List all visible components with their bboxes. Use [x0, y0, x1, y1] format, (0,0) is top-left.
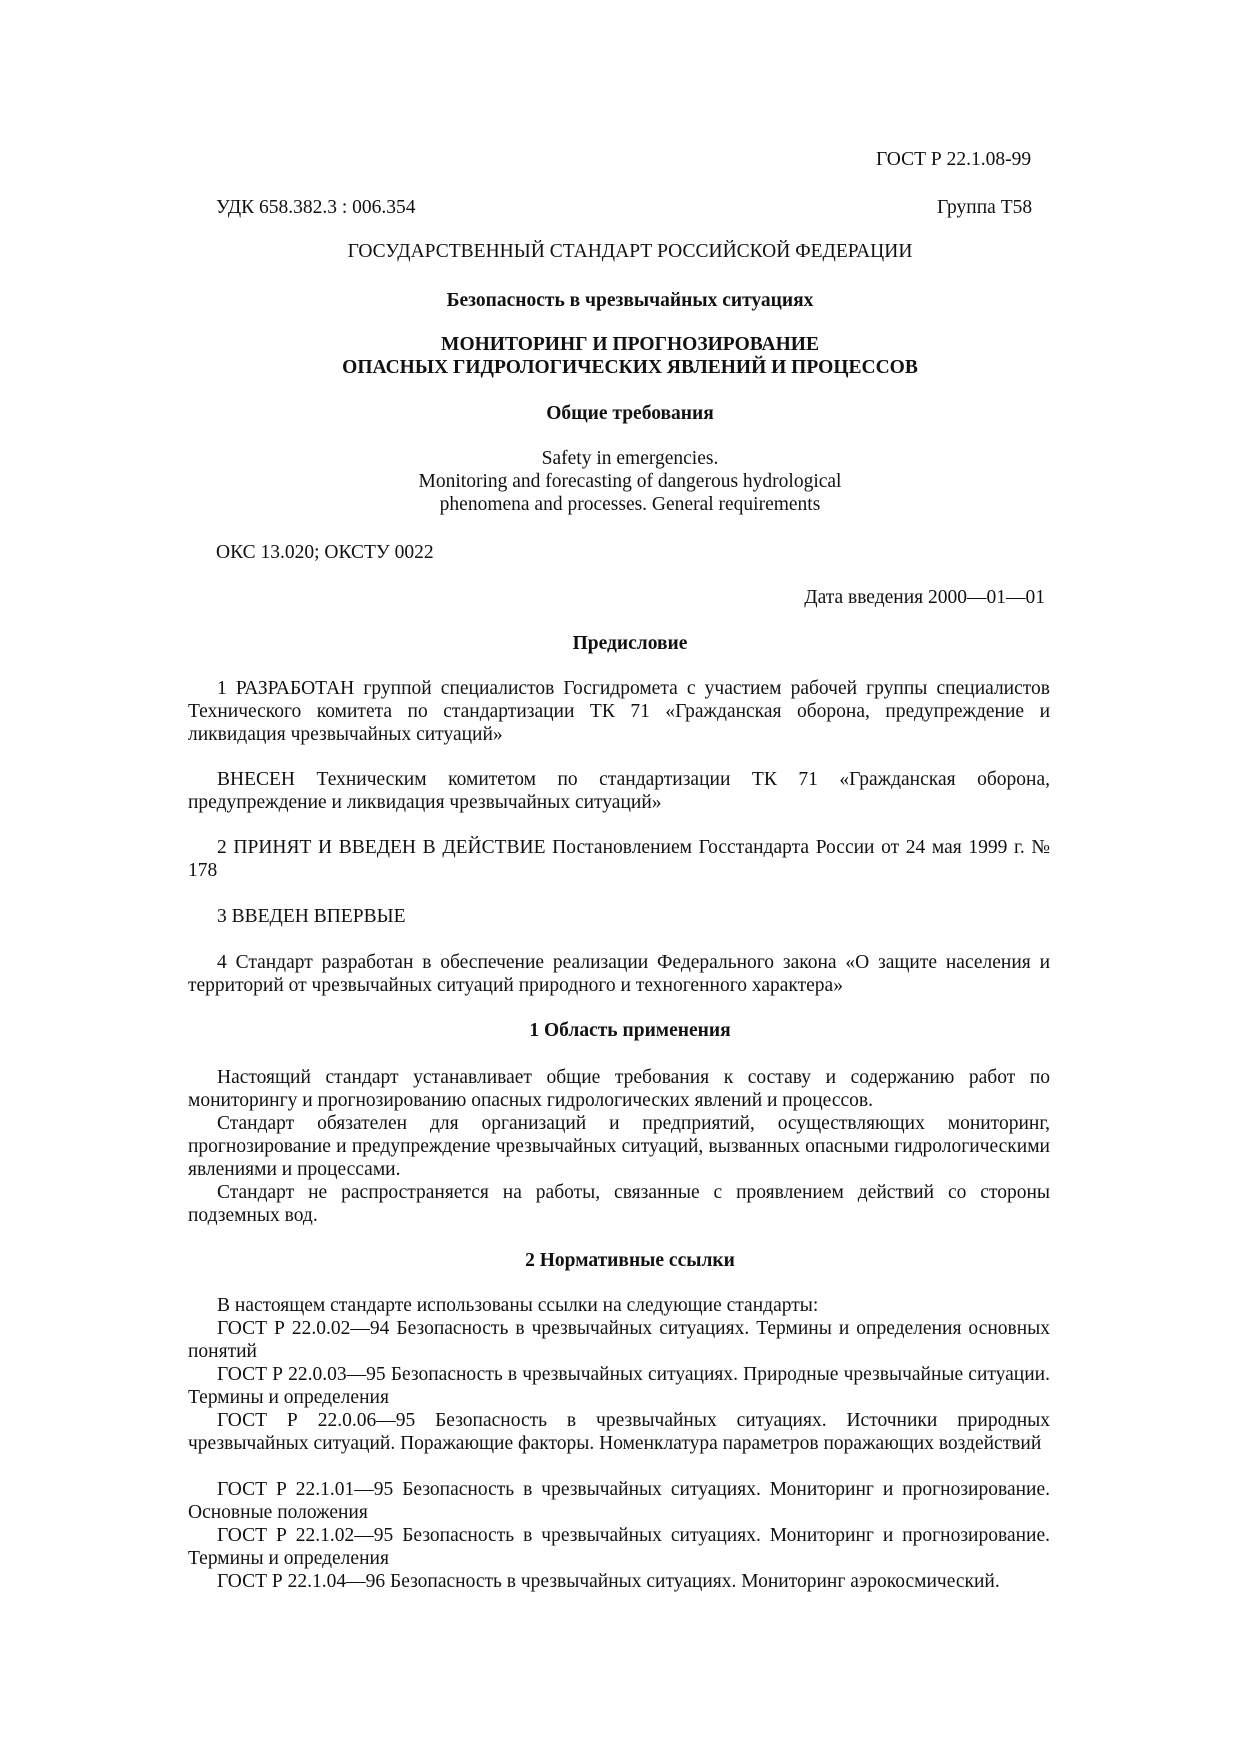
english-title-line3: phenomena and processes. General requirements: [439, 494, 821, 515]
oks-code: ОКС 13.020; ОКСТУ 0022: [216, 542, 434, 563]
main-title-line1: МОНИТОРИНГ И ПРОГНОЗИРОВАНИЕ: [441, 334, 819, 355]
section-1-paragraph-3: Стандарт не распространяется на работы, связанные с проявлением действий со стороны подземных вод.: [188, 1182, 1050, 1226]
foreword-paragraph-3: 2 ПРИНЯТ И ВВЕДЕН В ДЕЙСТВИЕ Постановлением Госстандарта России от 24 мая 1999 г. № 178: [188, 837, 1050, 881]
udk-code: УДК 658.382.3 : 006.354: [216, 197, 416, 218]
subtitle: Общие требования: [546, 403, 714, 424]
section-1-paragraph-2: Стандарт обязателен для организаций и предприятий, осуществляющих мониторинг, прогнозирование и предупреждение чрезвычайных ситуаций, вызванных опасными гидрологическими явлениями и процессами.: [188, 1113, 1050, 1180]
foreword-paragraph-2: ВНЕСЕН Техническим комитетом по стандартизации ТК 71 «Гражданская оборона, предупреждение и ликвидация чрезвычайных ситуаций»: [188, 769, 1050, 813]
reference-item: ГОСТ Р 22.1.02—95 Безопасность в чрезвычайных ситуациях. Мониторинг и прогнозирование. Термины и определения: [188, 1525, 1050, 1569]
foreword-paragraph-1: 1 РАЗРАБОТАН группой специалистов Госгидромета с участием рабочей группы специалистов Технического комитета по стандартизации ТК 71 «Гражданская оборона, предупреждение и ликвидация чрезвычайных ситуаций»: [188, 678, 1050, 745]
reference-item: ГОСТ Р 22.0.03—95 Безопасность в чрезвычайных ситуациях. Природные чрезвычайные ситуации. Термины и определения: [188, 1364, 1050, 1408]
section-1-heading: 1 Область применения: [529, 1020, 731, 1041]
intro-date: Дата введения 2000—01—01: [804, 587, 1045, 608]
foreword-heading: Предисловие: [572, 633, 688, 654]
reference-item: ГОСТ Р 22.0.02—94 Безопасность в чрезвычайных ситуациях. Термины и определения основных понятий: [188, 1318, 1050, 1362]
reference-item: ГОСТ Р 22.1.04—96 Безопасность в чрезвычайных ситуациях. Мониторинг аэрокосмический.: [217, 1571, 1000, 1592]
group-code: Группа Т58: [937, 197, 1033, 218]
english-title-line2: Monitoring and forecasting of dangerous hydrological: [418, 471, 842, 492]
foreword-paragraph-4: 3 ВВЕДЕН ВПЕРВЫЕ: [217, 906, 406, 927]
gost-code: ГОСТ Р 22.1.08-99: [876, 149, 1032, 170]
english-title-line1: Safety in emergencies.: [541, 448, 719, 469]
foreword-paragraph-5: 4 Стандарт разработан в обеспечение реализации Федерального закона «О защите населения и территорий от чрезвычайных ситуаций природного и техногенного характера»: [188, 952, 1050, 996]
reference-item: ГОСТ Р 22.1.01—95 Безопасность в чрезвычайных ситуациях. Мониторинг и прогнозирование. Основные положения: [188, 1479, 1050, 1523]
reference-item: ГОСТ Р 22.0.06—95 Безопасность в чрезвычайных ситуациях. Источники природных чрезвычайных ситуаций. Поражающие факторы. Номенклатура параметров поражающих воздействий: [188, 1410, 1050, 1454]
state-standard-title: ГОСУДАРСТВЕННЫЙ СТАНДАРТ РОССИЙСКОЙ ФЕДЕРАЦИИ: [347, 241, 913, 262]
series-title: Безопасность в чрезвычайных ситуациях: [446, 290, 814, 311]
main-title-line2: ОПАСНЫХ ГИДРОЛОГИЧЕСКИХ ЯВЛЕНИЙ И ПРОЦЕССОВ: [342, 357, 918, 378]
section-2-intro: В настоящем стандарте использованы ссылки на следующие стандарты:: [217, 1295, 819, 1316]
section-2-heading: 2 Нормативные ссылки: [525, 1250, 735, 1271]
section-1-paragraph-1: Настоящий стандарт устанавливает общие требования к составу и содержанию работ по мониторингу и прогнозированию опасных гидрологических явлений и процессов.: [188, 1067, 1050, 1111]
